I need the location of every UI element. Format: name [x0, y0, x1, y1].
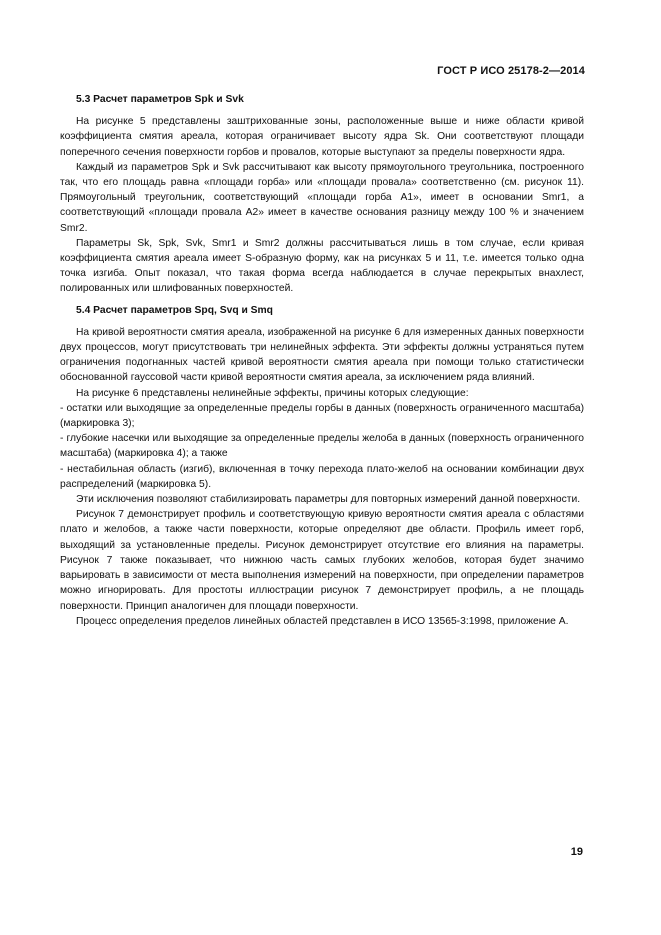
document-body	[60, 92, 584, 629]
section-heading-5-4: 5.4 Расчет параметров Spq, Svq и Smq	[76, 304, 273, 316]
section-5-4-body	[60, 325, 584, 629]
paragraph: На кривой вероятности смятия ареала, изображенной на рисунке 6 для измеренных данных поверхности двух процессов, могут присутствовать три нелинейных эффекта. Эти эффекты должны устраняться путем ограничения подогнанных частей кривой вероятности смятия ареала при помощи только статистически обоснованной гауссовой части кривой вероятности смятия ареала, за исключением ряда влияний.	[60, 326, 584, 384]
page-number: 19	[570, 846, 583, 858]
paragraph: Процесс определения пределов линейных областей представлен в ИСО 13565-3:1998, приложение А.	[76, 615, 569, 627]
list-item: - глубокие насечки или выходящие за определенные пределы желоба в данных (поверхность ограниченного масштаба) (маркировка 4); а также	[60, 433, 584, 460]
paragraph: На рисунке 5 представлены заштрихованные зоны, расположенные выше и ниже области кривой коэффициента смятия ареала, которая ограничивает высоту ядра Sk. Они соответствуют площади поперечного сечения поверхности горбов и провалов, которые выступают за пределы поверхности ядра.	[60, 116, 584, 158]
section-heading-5-3: 5.3 Расчет параметров Spk и Svk	[76, 94, 244, 105]
paragraph: Эти исключения позволяют стабилизировать параметры для повторных измерений данной поверхности.	[76, 494, 581, 506]
paragraph: Каждый из параметров Spk и Svk рассчитывают как высоту прямоугольного треугольника, построенного так, что его площадь равна «площади горба» или «площади провала» соответственно (см. рисунок 11). Прямоугольный треугольник, соответствующий «площади горба A1», имеет в основании Smr1, а соответствующий «площади провала A2» имеет в качестве основания разницу между 100 % и значением Smr2.	[60, 161, 584, 234]
paragraph: На рисунке 6 представлены нелинейные эффекты, причины которых следующие:	[76, 387, 469, 399]
list-item: - остатки или выходящие за определенные пределы горбы в данных (поверхность ограниченного масштаба) (маркировка 3);	[60, 402, 584, 430]
paragraph: Рисунок 7 демонстрирует профиль и соответствующую кривую вероятности смятия ареала с областями плато и желобов, а также части поверхности, которые определяют две области. Профиль имеет горб, выходящий за установленные пределы. Рисунок демонстрирует отсутствие его влияния на параметры. Рисунок 7 также показывает, что нижнюю часть самых глубоких желобов, которая будет значимо варьировать в зависимости от места выполнения измерений на поверхности, при определении параметров можно игнорировать. Для простоты иллюстрации рисунок 7 демонстрирует профиль, а не площадь поверхности. Принцип аналогичен для площади поверхности.	[60, 509, 584, 612]
document-header: ГОСТ Р ИСО 25178-2—2014	[437, 65, 585, 77]
list-item: - нестабильная область (изгиб), включенная в точку перехода плато-желоб на основании комбинации двух распределений (маркировка 5).	[60, 463, 584, 490]
paragraph: Параметры Sk, Spk, Svk, Smr1 и Smr2 должны рассчитываться лишь в том случае, если кривая коэффициента смятия ареала имеет S-образную форму, как на рисунках 5 и 11, т.е. имеется только одна точка изгиба. Опыт показал, что такая форма всегда наблюдается в случае перекрытых внахлест, полированных или шлифованных поверхностей.	[60, 237, 584, 295]
